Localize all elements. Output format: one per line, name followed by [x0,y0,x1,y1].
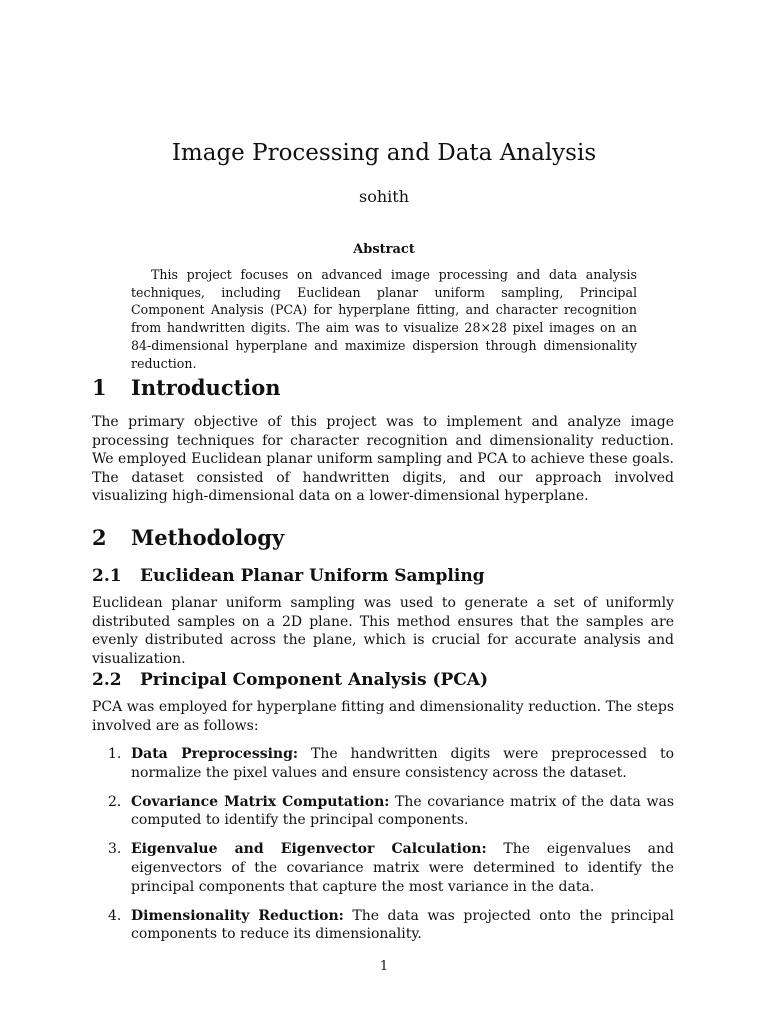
subsection-heading-sampling [92,564,682,588]
author-name: sohith [359,187,409,206]
list-item-term: Data Preprocessing: [131,746,299,762]
list-item-term: Eigenvalue and Eigenvector Calculation: [131,841,487,858]
list-item [92,840,674,896]
sampling-paragraph: Euclidean planar uniform sampling was used to generate a set of uniformly distributed samples on a 2D plane. This method ensures that the samples are evenly distributed across the plane, which is crucial for accurate analysis and visualization. [92,595,674,667]
subsection-heading-pca [92,668,682,692]
section-heading-introduction [92,374,682,402]
list-item [92,793,674,830]
list-item [92,745,674,782]
list-item-number: 1. [108,746,122,762]
list-item-number: 4. [108,907,122,924]
section-heading-methodology [92,524,682,552]
pca-intro-paragraph: PCA was employed for hyperplane fitting and dimensionality reduction. The steps involved are as follows: [92,699,674,734]
list-item [92,907,674,944]
list-item-number: 2. [108,793,122,810]
list-item-number: 3. [108,841,122,858]
pca-steps-list [92,745,674,954]
section-title: Methodology [131,525,285,550]
subsection-title: Euclidean Planar Uniform Sampling [140,566,485,586]
list-item-term: Dimensionality Reduction: [131,907,344,924]
introduction-paragraph: The primary objective of this project was to implement and analyze image processing techniques for character recognition and dimensionality reduction. We employed Euclidean planar uniform sampling and PCA to achieve these goals. The dataset consisted of handwritten digits, and our approach involved visualizing high-dimensional data on a lower-dimensional hyperplane. [92,414,674,505]
section-title: Introduction [131,375,281,400]
subsection-title: Principal Component Analysis (PCA) [140,670,489,690]
list-item-text: The handwritten digits were preprocessed to normalize the pixel values and ensure consistency across the dataset. [131,746,675,781]
abstract-heading: Abstract [353,242,415,257]
page-number: 1 [379,959,389,974]
list-item-text: The data was projected onto the principal components to reduce its dimensionality. [131,907,675,943]
subsection-number: 2.1 [92,566,122,586]
subsection-number: 2.2 [92,670,122,690]
section-number: 2 [92,525,107,550]
abstract-text: This project focuses on advanced image processing and data analysis techniques, including Euclidean planar uniform sampling, Principal Component Analysis (PCA) for hyperplane fitting, and character recognition from handwritten digits. The aim was to visualize 28×28 pixel images on an 84-dimensional hyperplane and maximize dispersion through dimensionality reduction. [131,267,637,371]
list-item-text: The eigenvalues and eigenvectors of the covariance matrix were determined to identify the principal components that capture the most variance in the data. [131,841,674,895]
section-number: 1 [92,375,107,400]
list-item-term: Covariance Matrix Computation: [131,793,390,810]
list-item-text: The covariance matrix of the data was computed to identify the principal components. [131,793,675,829]
paper-title: Image Processing and Data Analysis [171,140,597,166]
